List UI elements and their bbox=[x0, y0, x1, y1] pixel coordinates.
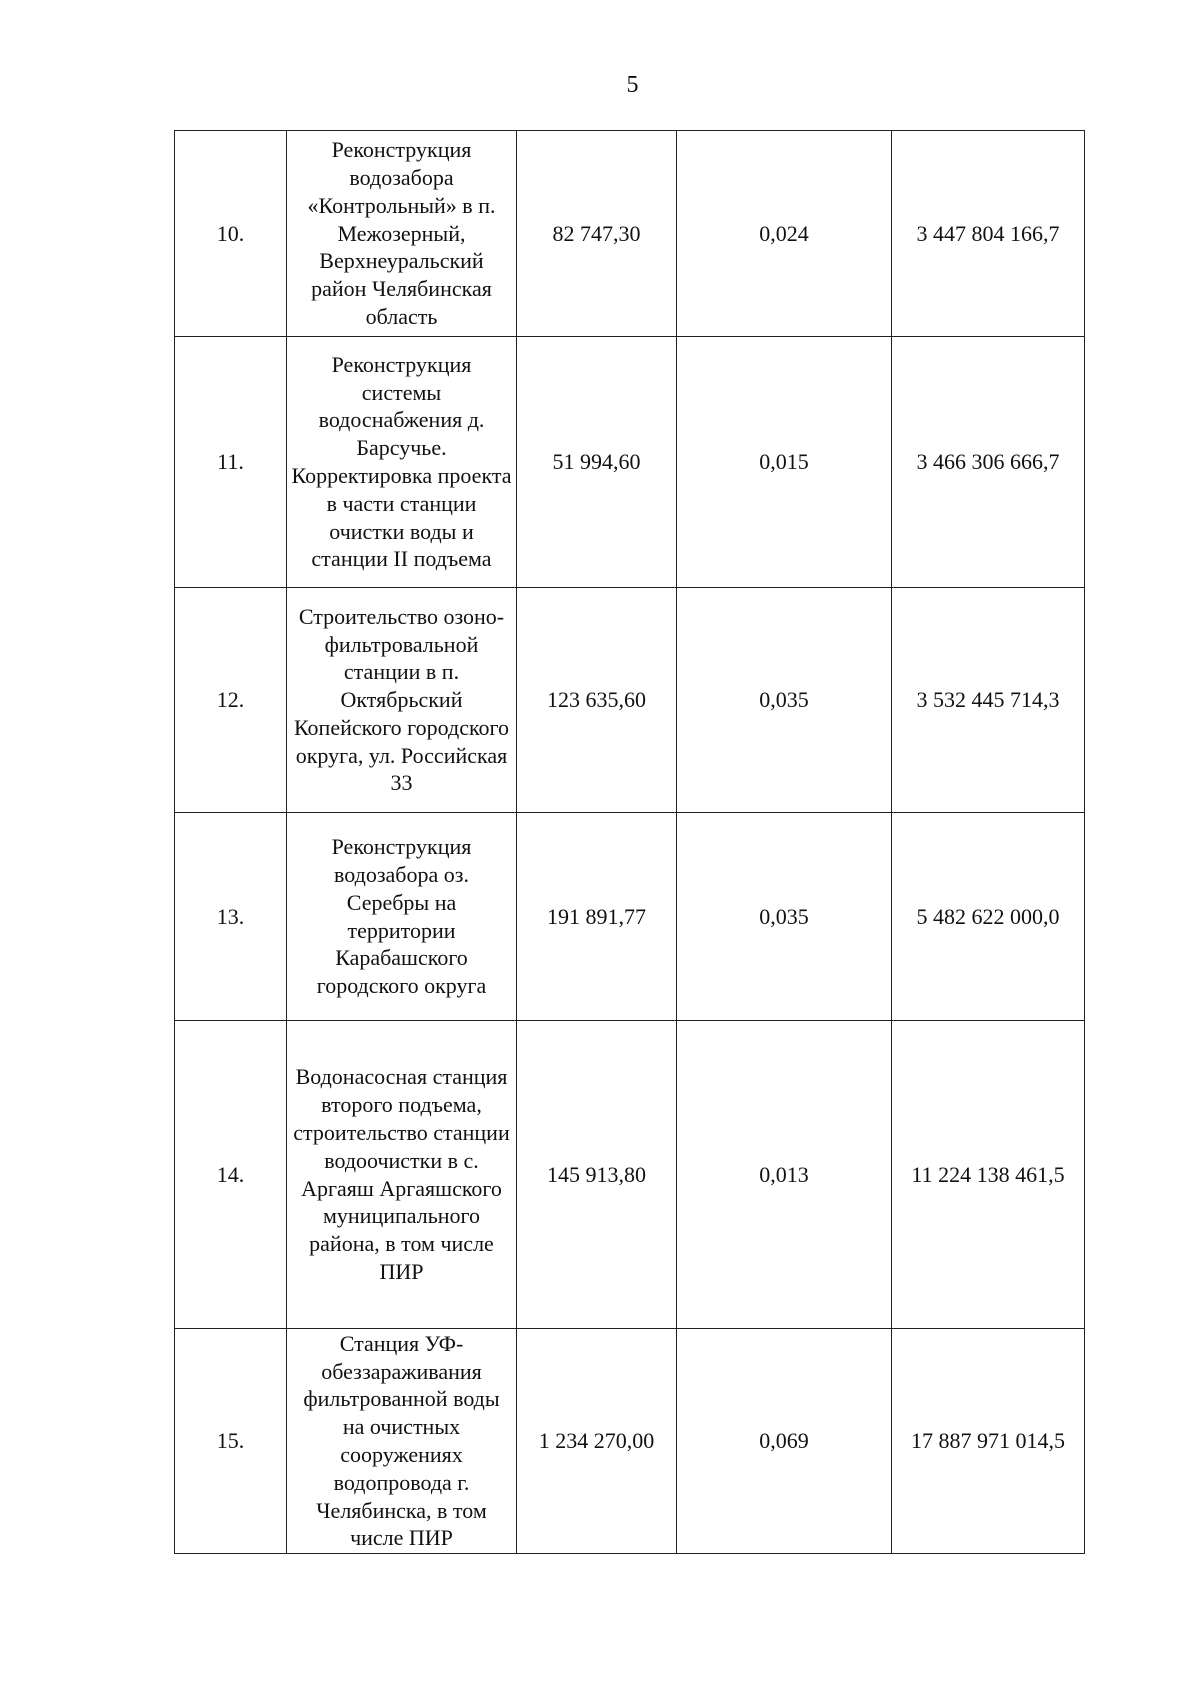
object-description: Станция УФ-обеззараживания фильтрованной воды на очистных сооружениях водопровода г. Челябинска, в том числе ПИР bbox=[287, 1329, 517, 1554]
table-row bbox=[175, 588, 1085, 813]
object-total: 5 482 622 000,0 bbox=[892, 813, 1085, 1021]
row-number: 10. bbox=[175, 131, 287, 337]
object-coefficient: 0,035 bbox=[677, 813, 892, 1021]
table-row bbox=[175, 337, 1085, 588]
row-number: 11. bbox=[175, 337, 287, 588]
table-row bbox=[175, 131, 1085, 337]
table-row bbox=[175, 1021, 1085, 1329]
row-number: 15. bbox=[175, 1329, 287, 1554]
object-description: Водонасосная станция второго подъема, строительство станции водоочистки в с. Аргаяш Аргаяшского муниципального района, в том числе ПИР bbox=[287, 1021, 517, 1329]
object-value: 1 234 270,00 bbox=[517, 1329, 677, 1554]
object-value: 191 891,77 bbox=[517, 813, 677, 1021]
row-number: 13. bbox=[175, 813, 287, 1021]
object-description: Реконструкция системы водоснабжения д. Барсучье. Корректировка проекта в части станции очистки воды и станции II подъема bbox=[287, 337, 517, 588]
object-value: 82 747,30 bbox=[517, 131, 677, 337]
object-value: 145 913,80 bbox=[517, 1021, 677, 1329]
object-total: 3 466 306 666,7 bbox=[892, 337, 1085, 588]
row-number: 14. bbox=[175, 1021, 287, 1329]
object-total: 3 532 445 714,3 bbox=[892, 588, 1085, 813]
object-description: Строительство озоно-фильтровальной станции в п. Октябрьский Копейского городского округа, ул. Российская 33 bbox=[287, 588, 517, 813]
object-description: Реконструкция водозабора «Контрольный» в п. Межозерный, Верхнеуральский район Челябинская область bbox=[287, 131, 517, 337]
object-coefficient: 0,013 bbox=[677, 1021, 892, 1329]
object-coefficient: 0,069 bbox=[677, 1329, 892, 1554]
object-value: 51 994,60 bbox=[517, 337, 677, 588]
table-row bbox=[175, 1329, 1085, 1554]
row-number: 12. bbox=[175, 588, 287, 813]
object-description: Реконструкция водозабора оз. Серебры на территории Карабашского городского округа bbox=[287, 813, 517, 1021]
table-row bbox=[175, 813, 1085, 1021]
page-number: 5 bbox=[626, 72, 639, 98]
object-coefficient: 0,024 bbox=[677, 131, 892, 337]
object-value: 123 635,60 bbox=[517, 588, 677, 813]
object-total: 17 887 971 014,5 bbox=[892, 1329, 1085, 1554]
object-total: 11 224 138 461,5 bbox=[892, 1021, 1085, 1329]
objects-table bbox=[174, 130, 1085, 1554]
object-coefficient: 0,035 bbox=[677, 588, 892, 813]
object-coefficient: 0,015 bbox=[677, 337, 892, 588]
object-total: 3 447 804 166,7 bbox=[892, 131, 1085, 337]
